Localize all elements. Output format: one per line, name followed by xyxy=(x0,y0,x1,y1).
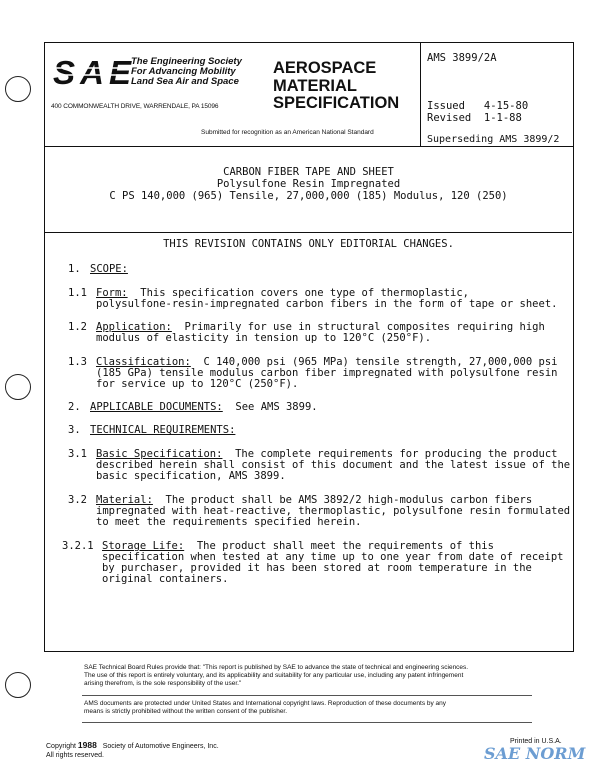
revised-date: Revised 1-1-88 xyxy=(427,112,522,124)
issued-date: Issued 4-15-80 xyxy=(427,100,529,112)
section-1-3-number: 1.3 xyxy=(68,356,87,368)
printed-in-usa: Printed in U.S.A. xyxy=(510,738,562,745)
header-right xyxy=(421,43,573,147)
section-1-2-line-2: modulus of elasticity in tension up to 120°C (250°F). xyxy=(96,332,432,344)
section-1-3-line-1: Classification: C 140,000 psi (965 MPa) tensile strength, 27,000,000 psi xyxy=(96,356,558,368)
section-3-1-number: 3.1 xyxy=(68,448,87,460)
board-rules-note: SAE Technical Board Rules provide that: "This report is published by SAE to advance the state of technical and engineering sciences. The use of this report is entirely voluntary, and its applicability and suitability for any particular use, including any patent infringement arising therefrom, is the sole responsibility of the user." xyxy=(84,664,469,687)
section-3-1-line-3: basic specification, AMS 3899. xyxy=(96,470,286,482)
ansi-recognition-note: Submitted for recognition as an American National Standard xyxy=(201,129,374,136)
section-3-heading: TECHNICAL REQUIREMENTS: xyxy=(90,424,236,436)
section-3-1-line-2: described herein shall consist of this document and the latest issue of the xyxy=(96,459,571,471)
section-2-number: 2. xyxy=(68,401,81,413)
sae-logo-icon xyxy=(53,57,133,87)
binder-hole-middle xyxy=(5,374,31,400)
section-2-line: APPLICABLE DOCUMENTS: See AMS 3899. xyxy=(90,401,318,413)
section-3-2-1-number: 3.2.1 xyxy=(62,540,94,552)
binder-hole-top xyxy=(5,76,31,102)
section-1-3-line-2: (185 GPa) tensile modulus carbon fiber impregnated with polysulfone resin xyxy=(96,367,558,379)
svg-text:SAE: SAE xyxy=(53,57,131,87)
section-3-2-line-2: impregnated with heat-reactive, thermoplastic, polysulfone resin formulated xyxy=(96,505,571,517)
copyright-year: 1988 xyxy=(77,740,97,750)
ams-number: AMS 3899/2A xyxy=(427,52,497,64)
section-3-1-line-1: Basic Specification: The complete requirements for producing the product xyxy=(96,448,558,460)
title-line-1: CARBON FIBER TAPE AND SHEET xyxy=(223,166,394,178)
specification-frame xyxy=(44,42,574,652)
superseding-note: Superseding AMS 3899/2 xyxy=(427,134,560,145)
section-3-2-number: 3.2 xyxy=(68,494,87,506)
title-line-3: C PS 140,000 (965) Tensile, 27,000,000 (185) Modulus, 120 (250) xyxy=(109,190,508,202)
footer-divider-bottom xyxy=(82,722,532,723)
section-1-3-line-3: for service up to 120°C (250°F). xyxy=(96,378,299,390)
section-3-2-1-line-1: Storage Life: The product shall meet the requirements of this xyxy=(102,540,494,552)
document-title xyxy=(45,147,572,233)
section-3-2-line-1: Material: The product shall be AMS 3892/2 high-modulus carbon fibers xyxy=(96,494,533,506)
section-3-2-1-line-2: specification when tested at any time up to one year from date of receipt xyxy=(102,551,564,563)
section-1-1-line-2: polysulfone-resin-impregnated carbon fibers in the form of tape or sheet. xyxy=(96,298,558,310)
section-3-number: 3. xyxy=(68,424,81,436)
header-left xyxy=(45,43,421,147)
copyright-protection-note: AMS documents are protected under United States and International copyright laws. Reproduction of these documents by any means is strictly prohibited without the written consent of the publisher. xyxy=(84,700,447,715)
section-3-2-1-line-3: by purchaser, provided it has been stored at room temperature in the xyxy=(102,562,532,574)
section-1-2-number: 1.2 xyxy=(68,321,87,333)
copyright-line: Copyright 1988 Society of Automotive Engineers, Inc. All rights reserved. xyxy=(46,740,219,759)
section-1-heading: SCOPE: xyxy=(90,263,128,275)
rights-reserved: All rights reserved. xyxy=(46,752,104,759)
section-1-2-line-1: Application: Primarily for use in structural composites requiring high xyxy=(96,321,545,333)
revision-note: THIS REVISION CONTAINS ONLY EDITORIAL CHANGES. xyxy=(163,238,454,250)
section-3-2-line-3: to meet the requirements specified herein. xyxy=(96,516,362,528)
section-3-2-1-line-4: original containers. xyxy=(102,573,229,585)
title-line-2: Polysulfone Resin Impregnated xyxy=(216,178,401,190)
society-tagline: The Engineering Society For Advancing Mobility Land Sea Air and Space xyxy=(131,56,242,87)
society-address: 400 COMMONWEALTH DRIVE, WARRENDALE, PA 15096 xyxy=(51,103,219,110)
footer-divider-top xyxy=(82,695,532,696)
binder-hole-bottom xyxy=(5,672,31,698)
section-1-number: 1. xyxy=(68,263,81,275)
section-1-1-line-1: Form: This specification covers one type of thermoplastic, xyxy=(96,287,469,299)
section-1-1-number: 1.1 xyxy=(68,287,87,299)
sae-norm-watermark: SAE NORM xyxy=(484,744,586,763)
spec-type-heading: AEROSPACE MATERIAL SPECIFICATION xyxy=(273,59,400,112)
